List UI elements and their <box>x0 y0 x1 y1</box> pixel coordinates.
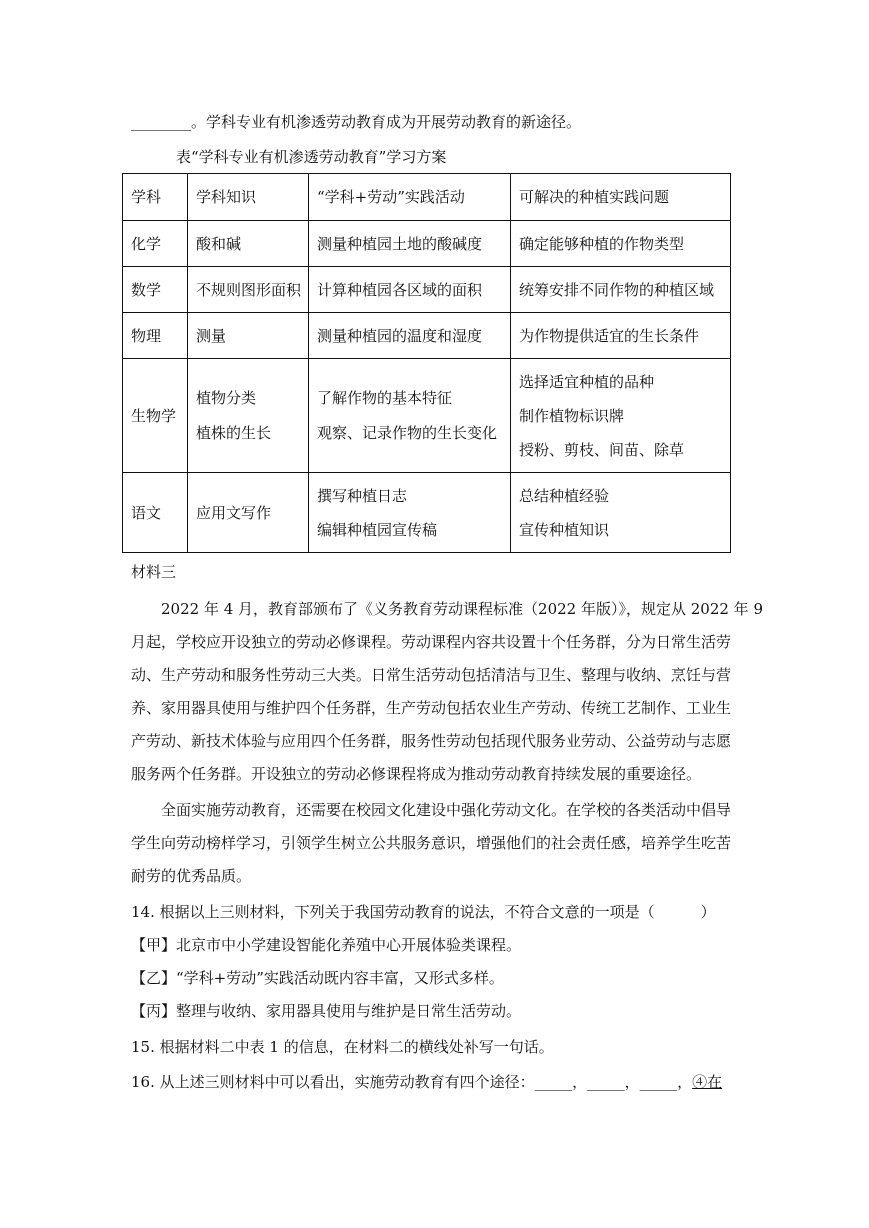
cell-subject: 生物学 <box>123 359 188 473</box>
header-activity: “学科+劳动”实践活动 <box>309 174 511 221</box>
cell-line: 撰写种植日志 <box>317 486 408 505</box>
cell-line: 制作植物标识牌 <box>519 406 625 425</box>
paragraph-line: 月起，学校应开设独立的劳动必修课程。劳动课程内容共设置十个任务群，分为日常生活劳 <box>131 633 732 651</box>
table-header-row <box>123 174 731 221</box>
table-row <box>123 267 731 313</box>
cell-problem: 为作物提供适宜的生长条件 <box>511 313 731 359</box>
question-14-close: ） <box>700 903 716 921</box>
material3-heading: 材料三 <box>131 563 177 581</box>
cell-line: 植物分类 <box>196 389 257 407</box>
cell-activity <box>309 359 511 473</box>
paragraph-line: 2022 年 4 月，教育部颁布了《义务教育劳动课程标准（2022 年版）》，规定从 2022 年 9 <box>161 600 763 618</box>
question-15: 15. 根据材料二中表 1 的信息，在材料二的横线处补写一句话。 <box>131 1038 554 1056</box>
option-b: 【乙】“学科+劳动”实践活动既内容丰富，又形式多样。 <box>131 969 504 987</box>
intro-line: ________。学科专业有机渗透劳动教育成为开展劳动教育的新途径。 <box>131 113 582 131</box>
cell-line: 总结种植经验 <box>519 486 610 505</box>
cell-activity: 测量种植园土地的酸碱度 <box>309 221 511 267</box>
table-row <box>123 221 731 267</box>
cell-activity: 测量种植园的温度和湿度 <box>309 313 511 359</box>
question-16-tail: ④在 <box>692 1073 723 1091</box>
question-14 <box>131 901 716 923</box>
paragraph-line: 产劳动、新技术体验与应用四个任务群，服务性劳动包括现代服务业劳动、公益劳动与志愿 <box>131 732 732 750</box>
paragraph-line: 动、生产劳动和服务性劳动三大类。日常生活劳动包括清洁与卫生、整理与收纳、烹饪与营 <box>131 666 732 684</box>
cell-problem: 确定能够种植的作物类型 <box>511 221 731 267</box>
paragraph-line: 全面实施劳动教育，还需要在校园文化建设中强化劳动文化。在学校的各类活动中倡导 <box>161 801 732 819</box>
table-row <box>123 473 731 553</box>
cell-line: 编辑种植园宣传稿 <box>317 520 438 539</box>
cell-knowledge: 不规则图形面积 <box>188 267 309 313</box>
cell-activity <box>309 473 511 553</box>
cell-activity: 计算种植园各区域的面积 <box>309 267 511 313</box>
cell-problem <box>511 359 731 473</box>
cell-line: 了解作物的基本特征 <box>317 389 453 407</box>
cell-line: 宣传种植知识 <box>519 520 610 539</box>
paragraph-line: 耐劳的优秀品质。 <box>131 867 252 885</box>
cell-knowledge: 测量 <box>188 313 309 359</box>
cell-line: 授粉、剪枝、间苗、除草 <box>519 440 685 459</box>
option-a: 【甲】北京市中小学建设智能化养殖中心开展体验类课程。 <box>131 936 522 954</box>
cell-subject: 语文 <box>123 473 188 553</box>
paragraph-line: 养、家用器具使用与维护四个任务群，生产劳动包括农业生产劳动、传统工艺制作、工业生 <box>131 699 732 717</box>
paragraph-line: 学生向劳动榜样学习，引领学生树立公共服务意识，增强他们的社会责任感，培养学生吃苦 <box>131 834 732 852</box>
cell-line: 选择适宜种植的品种 <box>519 372 655 391</box>
cell-subject: 物理 <box>123 313 188 359</box>
table-row <box>123 313 731 359</box>
cell-knowledge <box>188 359 309 473</box>
cell-subject: 数学 <box>123 267 188 313</box>
question-16-text: 16. 从上述三则材料中可以看出，实施劳动教育有四个途径：_____，_____，_____， <box>131 1073 693 1091</box>
study-plan-table <box>122 173 731 553</box>
option-c: 【丙】整理与收纳、家用器具使用与维护是日常生活劳动。 <box>131 1002 522 1020</box>
question-14-text: 14. 根据以上三则材料，下列关于我国劳动教育的说法，不符合文意的一项是（ <box>131 903 655 921</box>
table-caption: 表“学科专业有机渗透劳动教育”学习方案 <box>176 148 447 166</box>
cell-problem: 统筹安排不同作物的种植区域 <box>511 267 731 313</box>
header-knowledge: 学科知识 <box>188 174 309 221</box>
cell-knowledge: 酸和碱 <box>188 221 309 267</box>
question-16 <box>131 1071 722 1093</box>
header-subject: 学科 <box>123 174 188 221</box>
paragraph-line: 服务两个任务群。开设独立的劳动必修课程将成为推动劳动教育持续发展的重要途径。 <box>131 765 702 783</box>
cell-problem <box>511 473 731 553</box>
cell-line: 植株的生长 <box>196 424 272 442</box>
cell-line: 观察、记录作物的生长变化 <box>317 424 498 442</box>
header-problem: 可解决的种植实践问题 <box>511 174 731 221</box>
table-row <box>123 359 731 473</box>
cell-knowledge: 应用文写作 <box>188 473 309 553</box>
cell-subject: 化学 <box>123 221 188 267</box>
